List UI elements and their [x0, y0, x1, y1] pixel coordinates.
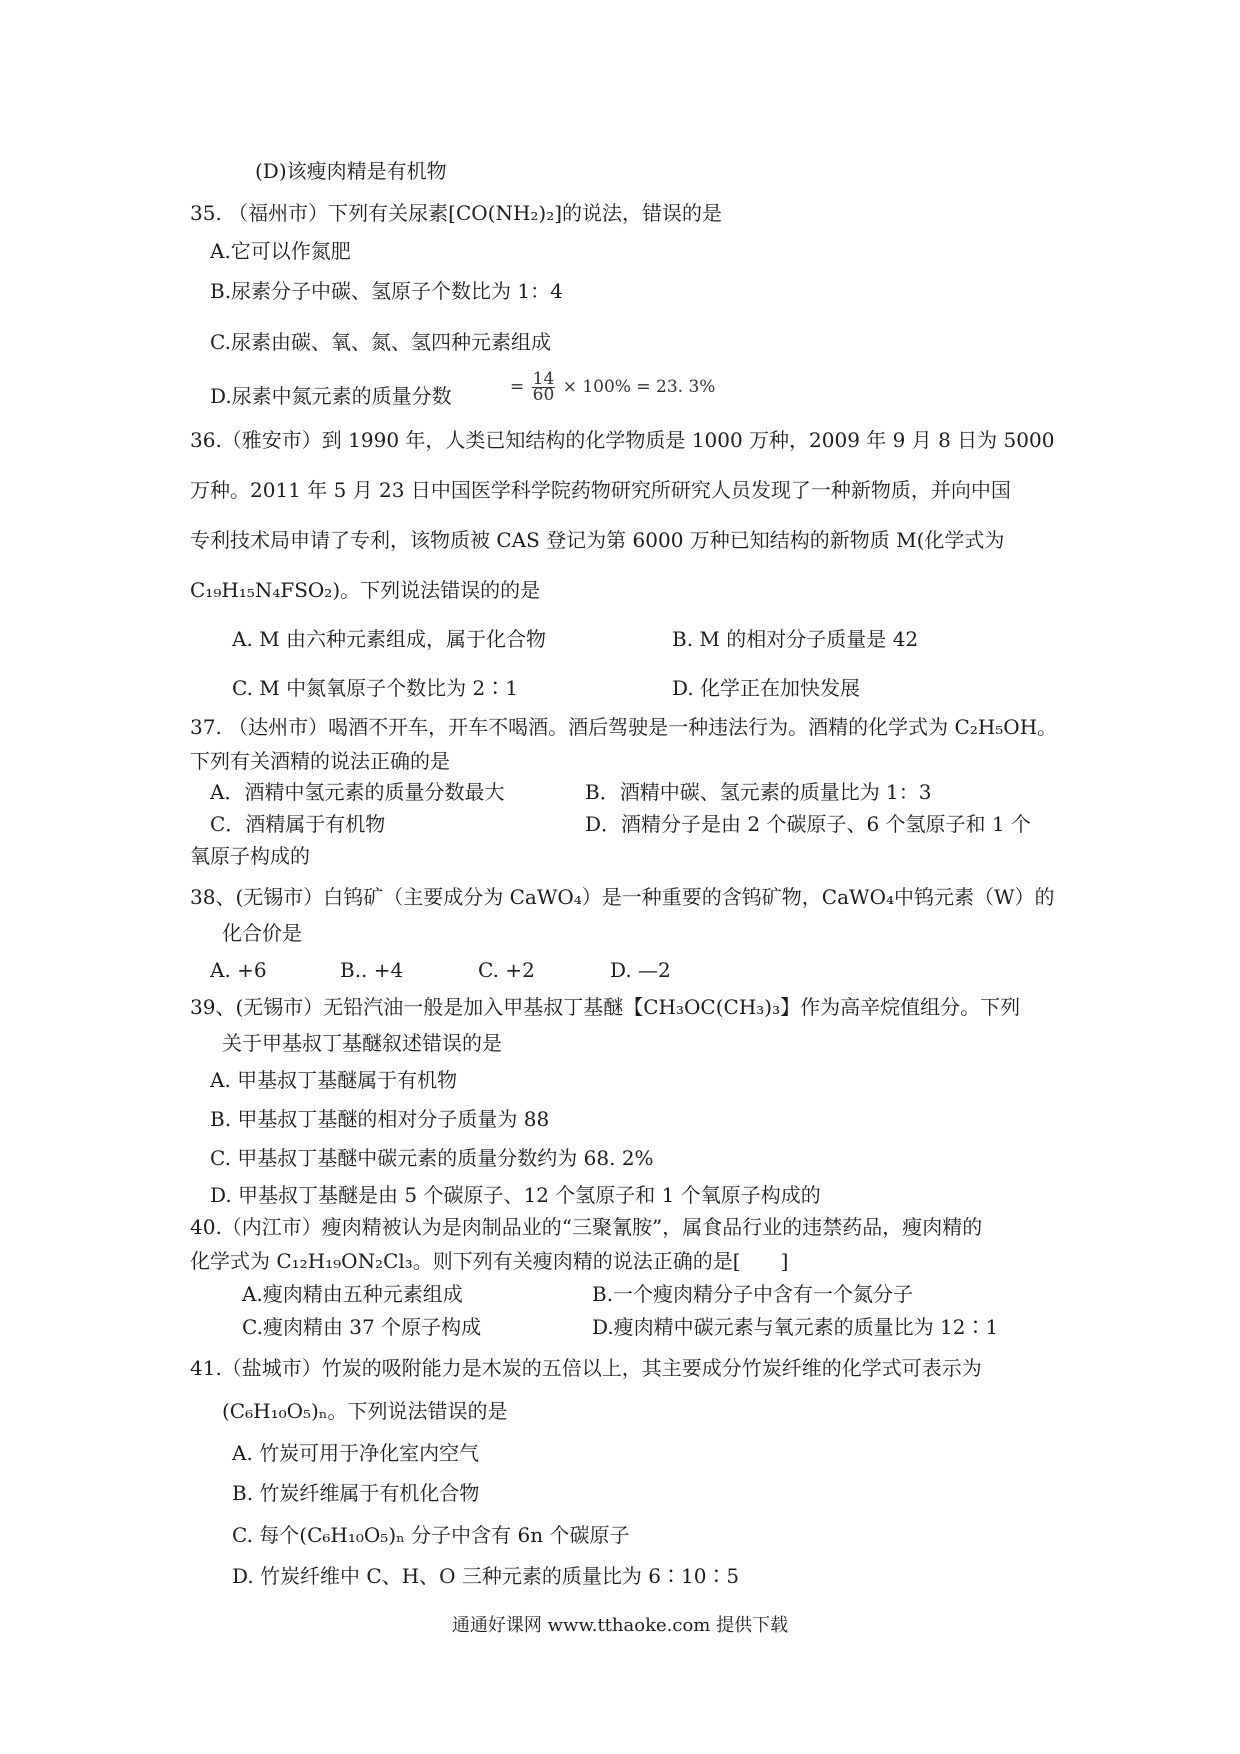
q37-option-c: C．酒精属于有机物 — [210, 812, 386, 836]
q35-option-a: A.它可以作氮肥 — [210, 239, 351, 263]
q41-option-c: C. 每个(C₆H₁₀O₅)ₙ 分子中含有 6n 个碳原子 — [232, 1523, 630, 1547]
q36-option-c: C. M 中氮氧原子个数比为 2∶1 — [232, 676, 518, 700]
q41-option-d: D. 竹炭纤维中 C、H、O 三种元素的质量比为 6∶10∶5 — [232, 1564, 740, 1588]
q37-option-a: A．酒精中氢元素的质量分数最大 — [210, 780, 505, 804]
q34-option-d: (D)该瘦肉精是有机物 — [255, 159, 447, 183]
q39-option-c: C. 甲基叔丁基醚中碳元素的质量分数约为 68. 2% — [210, 1146, 654, 1170]
q38-line-2: 化合价是 — [222, 921, 302, 945]
q37-option-b: B．酒精中碳、氢元素的质量比为 1：3 — [585, 780, 932, 804]
q38-option-a: A. +6 — [210, 958, 267, 982]
q38-option-d: D. —2 — [610, 958, 671, 982]
q40-option-d: D.瘦肉精中碳元素与氧元素的质量比为 12∶1 — [592, 1315, 999, 1339]
q39-line-2: 关于甲基叔丁基醚叙述错误的是 — [222, 1031, 502, 1055]
q40-line-2: 化学式为 C₁₂H₁₉ON₂Cl₃。则下列有关瘦肉精的说法正确的是[ ] — [190, 1249, 789, 1273]
q36-option-b: B. M 的相对分子质量是 42 — [672, 627, 919, 651]
q40-option-a: A.瘦肉精由五种元素组成 — [242, 1282, 463, 1306]
q41-option-b: B. 竹炭纤维属于有机化合物 — [232, 1481, 480, 1505]
q40-option-c: C.瘦肉精由 37 个原子构成 — [242, 1315, 482, 1339]
formula-denominator: 60 — [532, 385, 555, 405]
page-footer: 通通好课网 www.tthaoke.com 提供下载 — [451, 1615, 789, 1636]
q40-line-1: 40.（内江市）瘦肉精被认为是肉制品业的“三聚氰胺”，属食品行业的违禁药品，瘦肉精的 — [190, 1215, 983, 1239]
formula-fraction — [532, 369, 556, 405]
q35-option-d: D.尿素中氮元素的质量分数 — [210, 384, 452, 408]
q38-option-b: B.. +4 — [340, 958, 404, 982]
q39-option-b: B. 甲基叔丁基醚的相对分子质量为 88 — [210, 1107, 550, 1131]
q36-line-3: 专利技术局申请了专利，该物质被 CAS 登记为第 6000 万种已知结构的新物质 M(化学式为 — [190, 528, 1005, 552]
q40-option-b: B.一个瘦肉精分子中含有一个氮分子 — [592, 1282, 914, 1306]
q38-option-c: C. +2 — [478, 958, 535, 982]
q36-option-d: D. 化学正在加快发展 — [672, 676, 861, 700]
q35-option-c: C.尿素由碳、氧、氮、氢四种元素组成 — [210, 330, 551, 354]
q37-option-d-cont: 氧原子构成的 — [190, 844, 310, 868]
q39-line-1: 39、(无锡市）无铅汽油一般是加入甲基叔丁基醚【CH₃OC(CH₃)₃】作为高辛烷值组分。下列 — [190, 995, 1021, 1019]
q39-option-d: D. 甲基叔丁基醚是由 5 个碳原子、12 个氢原子和 1 个氧原子构成的 — [210, 1183, 821, 1207]
q36-line-4: C₁₉H₁₅N₄FSO₂)。下列说法错误的的是 — [190, 578, 541, 602]
q35-formula — [510, 369, 716, 405]
q35-option-b: B.尿素分子中碳、氢原子个数比为 1：4 — [210, 279, 563, 303]
q36-option-a: A. M 由六种元素组成，属于化合物 — [232, 627, 546, 651]
q41-line-2: (C₆H₁₀O₅)ₙ。下列说法错误的是 — [222, 1399, 508, 1423]
q39-option-a: A. 甲基叔丁基醚属于有机物 — [210, 1068, 458, 1092]
q41-line-1: 41.（盐城市）竹炭的吸附能力是木炭的五倍以上，其主要成分竹炭纤维的化学式可表示为 — [190, 1356, 982, 1380]
q37-line-2: 下列有关酒精的说法正确的是 — [190, 749, 450, 773]
q37-option-d: D．酒精分子是由 2 个碳原子、6 个氢原子和 1 个 — [585, 812, 1031, 836]
q37-line-1: 37. （达州市）喝酒不开车，开车不喝酒。酒后驾驶是一种违法行为。酒精的化学式为 C₂H₅OH。 — [190, 715, 1058, 739]
formula-numerator: 14 — [532, 369, 555, 389]
formula-equals: = — [510, 377, 525, 397]
formula-rest: × 100% = 23. 3% — [562, 377, 716, 397]
q38-line-1: 38、(无锡市）白钨矿（主要成分为 CaWO₄）是一种重要的含钨矿物，CaWO₄中钨元素（W）的 — [190, 885, 1055, 909]
q36-line-1: 36.（雅安市）到 1990 年，人类已知结构的化学物质是 1000 万种，2009 年 9 月 8 日为 5000 — [190, 428, 1055, 452]
q36-line-2: 万种。2011 年 5 月 23 日中国医学科学院药物研究所研究人员发现了一种新物质，并向中国 — [190, 478, 1011, 502]
q41-option-a: A. 竹炭可用于净化室内空气 — [232, 1441, 480, 1465]
q35-stem: 35. （福州市）下列有关尿素[CO(NH₂)₂]的说法，错误的是 — [190, 201, 723, 225]
